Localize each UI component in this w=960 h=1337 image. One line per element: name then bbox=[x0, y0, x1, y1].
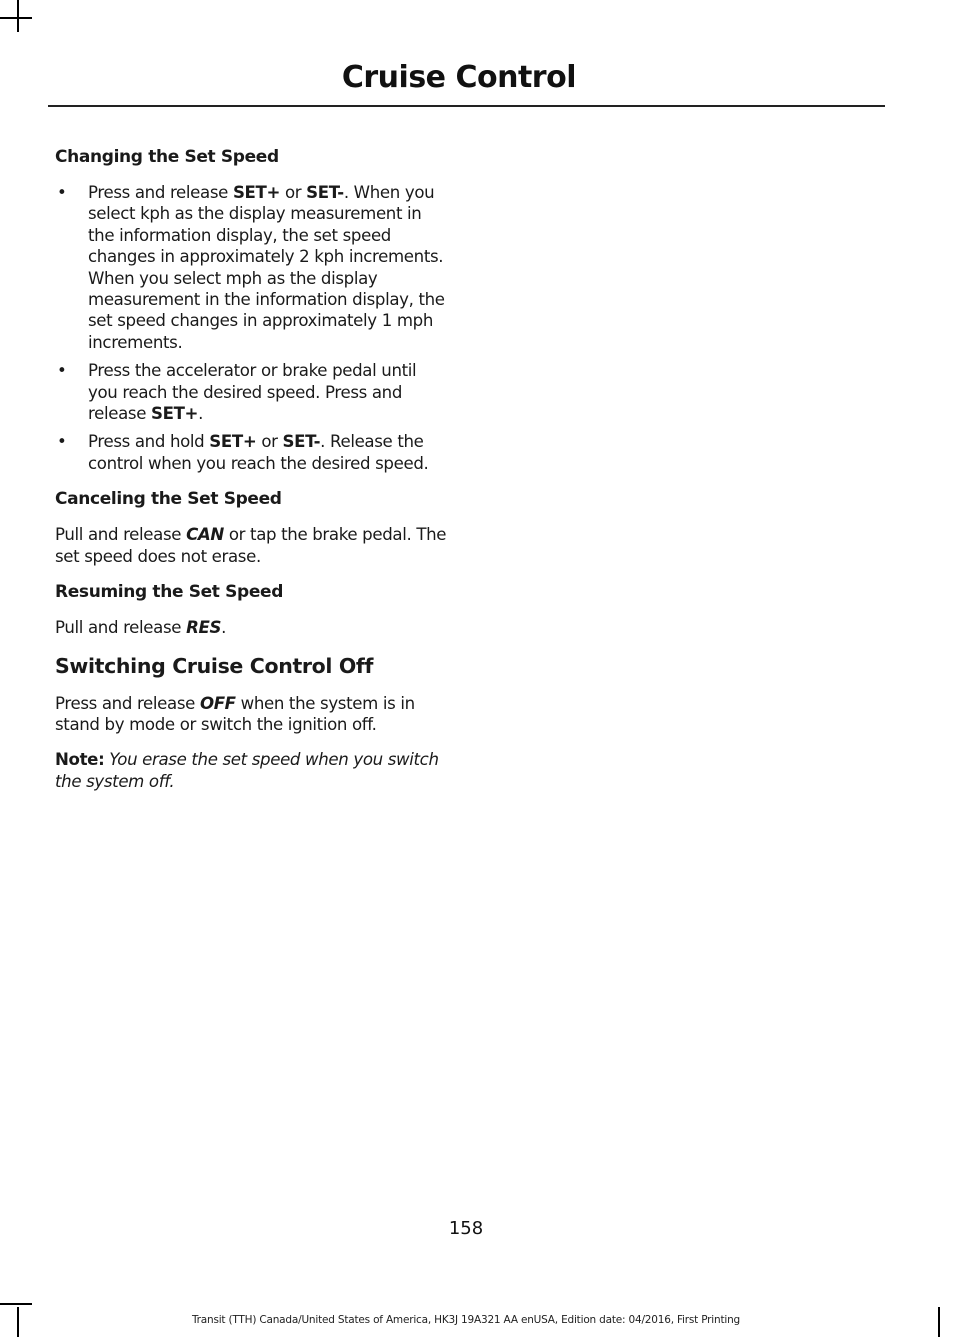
text-span: Pull and release bbox=[55, 618, 187, 638]
text-span: . bbox=[198, 404, 204, 424]
control-label: SET+ bbox=[150, 404, 199, 424]
text-span: Press and release bbox=[55, 693, 200, 713]
control-label: SET- bbox=[306, 183, 344, 202]
page-title: Cruise Control bbox=[341, 60, 576, 95]
page-number: 158 bbox=[448, 1218, 484, 1239]
canceling-paragraph bbox=[55, 524, 447, 567]
control-label: SET+ bbox=[232, 183, 281, 202]
control-label: SET+ bbox=[209, 432, 257, 452]
note-text: You erase the set speed when you switch the system off. bbox=[55, 750, 439, 791]
control-label: OFF bbox=[199, 693, 236, 713]
note-label: Note: bbox=[55, 750, 105, 770]
list-item bbox=[55, 182, 447, 353]
section-heading-changing: Changing the Set Speed bbox=[55, 147, 279, 167]
list-item bbox=[55, 360, 447, 424]
section-heading-switching-off: Switching Cruise Control Off bbox=[55, 653, 374, 678]
text-span: Press and hold bbox=[88, 432, 210, 452]
control-label: CAN bbox=[186, 525, 224, 545]
section-heading-canceling: Canceling the Set Speed bbox=[55, 489, 282, 510]
text-span: or bbox=[256, 432, 283, 452]
text-span: . When you select kph as the display measurement in the information display, the set speed changes in approximately 2 kph increments. When you select mph as the display measurement in the information display, the set speed changes in approximately 1 mph increments. bbox=[88, 183, 445, 352]
switching-paragraph bbox=[55, 693, 447, 736]
main-content bbox=[55, 146, 447, 806]
list-item bbox=[55, 431, 447, 474]
text-span: when the system is in stand by mode or switch the ignition off. bbox=[55, 693, 415, 734]
header-divider bbox=[48, 105, 885, 107]
text-span: or bbox=[280, 183, 307, 202]
changing-bullet-list bbox=[55, 182, 447, 474]
control-label: RES bbox=[186, 618, 222, 638]
text-span: or tap the brake pedal. The set speed does not erase. bbox=[55, 525, 447, 566]
crop-mark-bottom-left-h bbox=[0, 1303, 32, 1305]
note-paragraph bbox=[55, 749, 447, 792]
crop-mark-bottom-right-v bbox=[938, 1307, 940, 1337]
text-span: Pull and release bbox=[55, 525, 187, 545]
text-span: Press and release bbox=[88, 183, 233, 202]
crop-mark-top-left-v bbox=[17, 0, 19, 32]
section-heading-resuming: Resuming the Set Speed bbox=[55, 582, 284, 603]
crop-mark-top-left-h bbox=[0, 17, 32, 19]
text-span: . Release the control when you reach the desired speed. bbox=[88, 432, 429, 473]
text-span: Press the accelerator or brake pedal until you reach the desired speed. Press and release bbox=[88, 361, 417, 424]
text-span: . bbox=[221, 618, 227, 638]
resuming-paragraph bbox=[55, 617, 447, 638]
control-label: SET- bbox=[282, 432, 321, 452]
footer-edition-text: Transit (TTH) Canada/United States of America, HK3J 19A321 AA enUSA, Edition date: 04/2016, First Printing bbox=[191, 1314, 741, 1326]
